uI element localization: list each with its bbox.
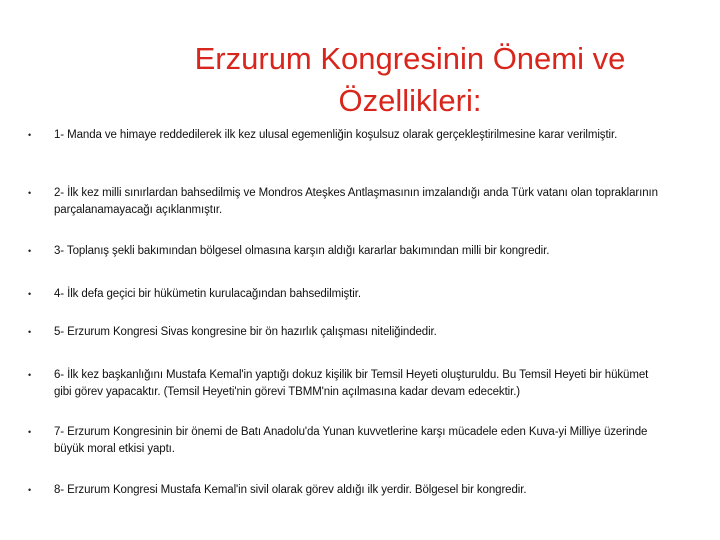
list-item-text: 3- Toplanış şekli bakımından bölgesel olmasına karşın aldığı kararlar bakımından milli bir kongredir. — [54, 245, 550, 257]
bullet-icon: • — [28, 427, 32, 437]
bullet-icon: • — [28, 289, 32, 299]
list-item-text: 4- İlk defa geçici bir hükümetin kurulacağından bahsedilmiştir. — [54, 288, 361, 300]
bullet-icon: • — [28, 370, 32, 380]
bullet-icon: • — [28, 327, 32, 337]
bullet-icon: • — [28, 130, 32, 140]
list-item-text: 5- Erzurum Kongresi Sivas kongresine bir ön hazırlık çalışması niteliğindedir. — [54, 326, 437, 338]
bullet-icon: • — [28, 188, 32, 198]
list-item-text: 2- İlk kez milli sınırlardan bahsedilmiş ve Mondros Ateşkes Antlaşmasının imzalandığı anda Türk vatanı olan topraklarının parçalanamayacağı açıklanmıştır. — [54, 187, 658, 216]
list-item-text: 7- Erzurum Kongresinin bir önemi de Batı Anadolu'da Yunan kuvvetlerine karşı mücadele eden Kuva-yi Milliye üzerinde büyük moral etkisi yaptı. — [54, 426, 648, 455]
bullet-icon: • — [28, 485, 32, 495]
bullet-icon: • — [28, 246, 32, 256]
list-item-text: 1- Manda ve himaye reddedilerek ilk kez ulusal egemenliğin koşulsuz olarak gerçekleştirilmesine karar verilmiştir. — [54, 129, 618, 141]
list-item-text: 8- Erzurum Kongresi Mustafa Kemal'in sivil olarak görev aldığı ilk yerdir. Bölgesel bir kongredir. — [54, 484, 527, 496]
slide-title: Erzurum Kongresinin Önemi ve Özellikleri: — [194, 41, 626, 118]
list-item-text: 6- İlk kez başkanlığını Mustafa Kemal'in yaptığı dokuz kişilik bir Temsil Heyeti oluşturuldu. Bu Temsil Heyeti bir hükümet gibi görev yapacaktır. (Temsil Heyeti'nin görevi TBMM'nin açılmasına kadar devam edecektir.) — [54, 369, 649, 398]
